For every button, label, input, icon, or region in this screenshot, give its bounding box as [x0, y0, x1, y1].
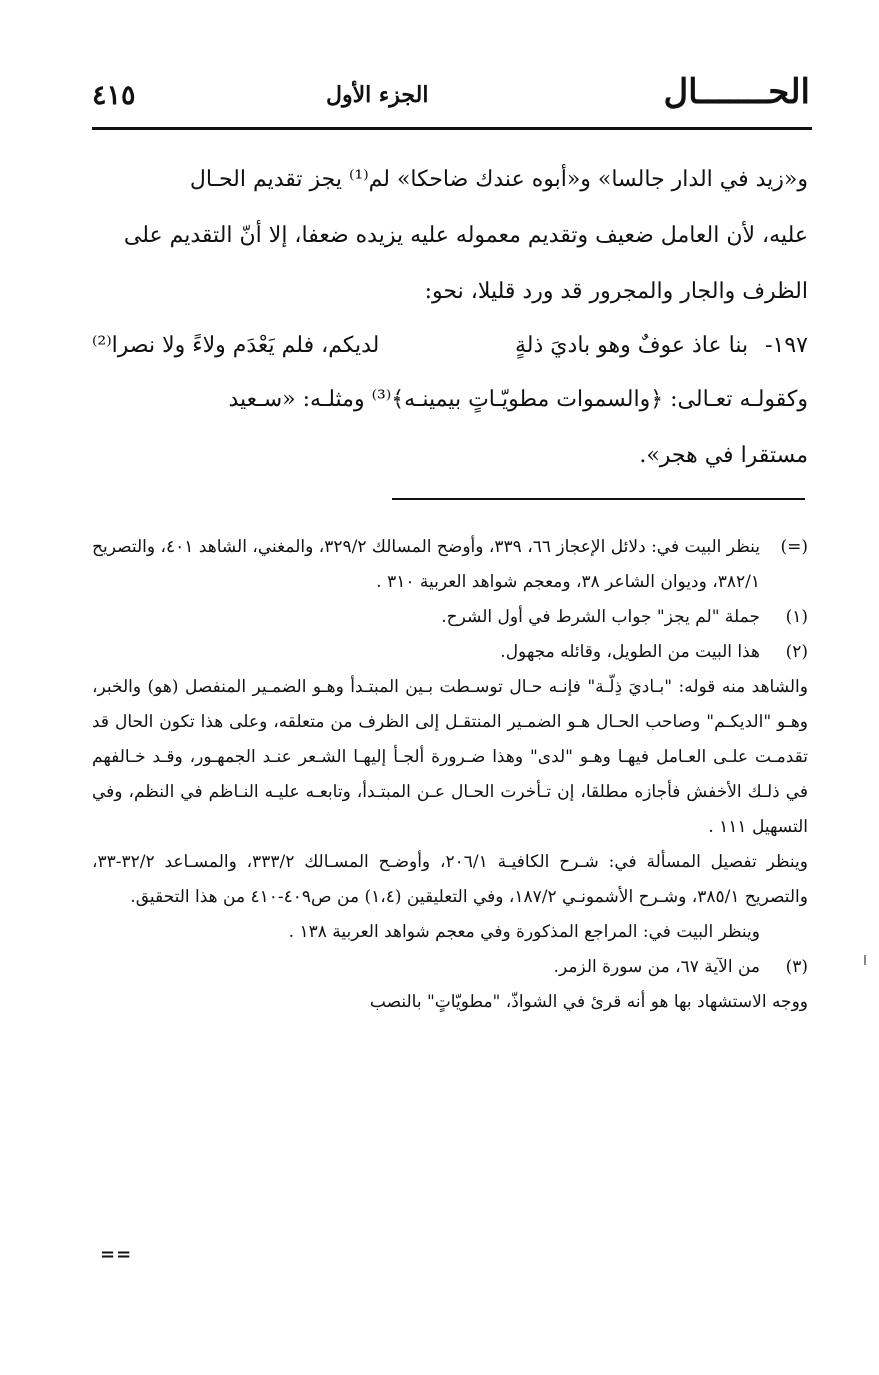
verse-first-text: بنا عاذ عوفٌ وهو باديَ ذلةٍ [515, 333, 749, 358]
verse-second-hemistich: لديكم، فلم يَعْدَم ولاءً ولا نصرا⁽²⁾ [92, 333, 380, 358]
page-header [92, 72, 810, 122]
body-line: الظرف والجار والمجرور قد ورد قليلا، نحو: [424, 279, 808, 304]
footnote-text: جملة "لم يجز" جواب الشرط في أول الشرح. [441, 607, 760, 627]
footnote-text: هذا البيت من الطويل، وقائله مجهول. [500, 642, 760, 662]
volume-label: الجزء الأول [326, 82, 429, 108]
verse-first-hemistich [515, 320, 808, 372]
footnote-eq [92, 530, 808, 600]
header-rule [92, 127, 812, 130]
footnote-text: من الآية ٦٧، من سورة الزمر. [553, 957, 760, 977]
footnote-paragraph: وينظر تفصيل المسألة في: شـرح الكافيـة ٢٠٦/١، وأوضـح المسـالك ٣٣٣/٢، والمسـاعد ٣٢/٢-٣٣، والتصريح ٣٨٥/١، وشـرح الأشمونـي ١٨٧/٢، وفي التعليقين (١،٤) من ص٤٠٩-٤١٠ من هذا التحقيق. [92, 852, 808, 907]
body-line: مستقرا في هجر». [639, 443, 808, 468]
footnote-paragraph: والشاهد منه قوله: "بـاديَ ذِلّـة" فإنـه حـال توسـطت بـين المبتـدأ وهـو الضمـير المنفصل (هو) والخبر، وهـو "الديكـم" وصاحب الحـال هـو الضمـير المنتقـل إلى الظرف من متعلقه، وعلى هذا تكون الحال قد تقدمـت علـى العـامل فيهـا وهـو "لدى" وهذا ضـرورة ألجـأ إليهـا الشـعر عنـد الجمهـور، وقـد خـالفهم في ذلـك الأخفش فأجازه مطلقا، إن تـأخرت الحـال عـن المبتـدأ، وتابعـه عليـه النـاظم في النظم، وفي التسهيل ١١١ . [92, 677, 808, 837]
body-line: وكقولـه تعـالى: ﴿والسموات مطويّـاتٍ بيمينـه﴾⁽³⁾ ومثلـه: «سـعيد [228, 387, 808, 412]
verse-number: ١٩٧- [758, 333, 808, 358]
footnote-marker: (١) [785, 607, 808, 627]
footnotes [92, 530, 808, 1020]
footnote-1 [92, 600, 808, 635]
footnote-3 [92, 950, 808, 985]
footnote-marker: (٢) [785, 642, 808, 662]
footnote-separator [392, 498, 805, 500]
body-line: و«زيد في الدار جالسا» و«أبوه عندك ضاحكا» لم⁽¹⁾ يجز تقديم الحـال [189, 167, 808, 192]
poetry-verse [92, 320, 808, 372]
chapter-title: الحـــــــال [663, 72, 810, 112]
footnote-paragraph: ووجه الاستشهاد بها هو أنه قرئ في الشواذّ، "مطويّاتٍ" بالنصب [369, 992, 808, 1012]
footnote-paragraph: وينظر البيت في: المراجع المذكورة وفي معجم شواهد العربية ١٣٨ . [288, 922, 760, 942]
body-line: عليه، لأن العامل ضعيف وتقديم معموله عليه يزيده ضعفا، إلا أنّ التقديم على [123, 223, 808, 248]
scan-mark [864, 955, 866, 965]
main-text [92, 152, 808, 484]
footnote-marker: (=) [780, 537, 808, 557]
footnote-2 [92, 635, 808, 670]
footnote-marker: (٣) [785, 957, 808, 977]
page-number: ٤١٥ [92, 80, 136, 111]
continuation-mark: == [100, 1244, 133, 1265]
footnote-text: ينظر البيت في: دلائل الإعجاز ٦٦، ٣٣٩، وأوضح المسالك ٣٢٩/٢، والمغني، الشاهد ٤٠١، والتصريح ٣٨٢/١، وديوان الشاعر ٣٨، ومعجم شواهد العربية ٣١٠ . [92, 537, 760, 592]
